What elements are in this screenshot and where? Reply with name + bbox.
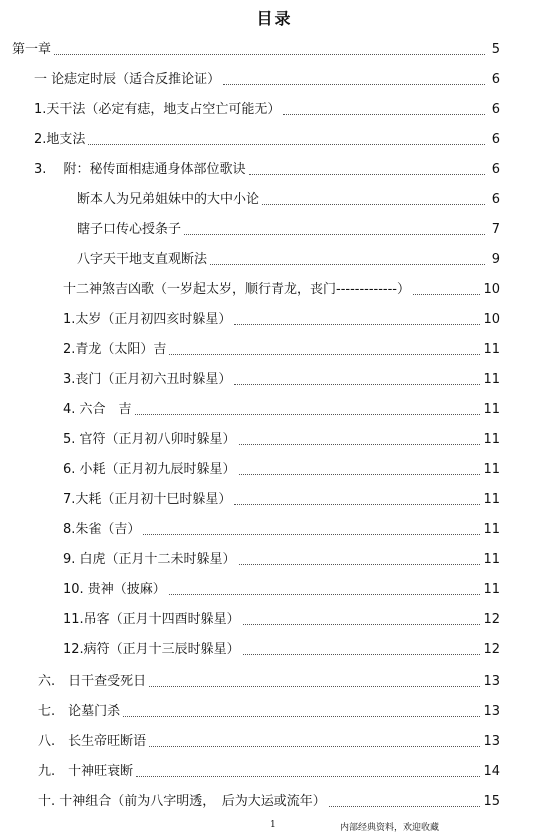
toc-entry-page: 11 <box>483 372 500 387</box>
toc-entry-label: 断本人为兄弟姐妹中的大中小论 <box>77 192 260 207</box>
toc-entry-page: 15 <box>483 794 500 809</box>
toc-entry-page: 10 <box>483 312 500 327</box>
toc-entry-page: 13 <box>483 704 500 719</box>
dot-leader <box>149 685 480 687</box>
toc-entry-label: 12.病符（正月十三辰时躲星） <box>63 642 240 657</box>
toc-entry-page: 11 <box>483 552 500 567</box>
dot-leader <box>239 443 481 445</box>
dot-leader <box>143 533 480 535</box>
toc-entry[interactable] <box>34 72 500 88</box>
toc-entry-page: 7 <box>491 222 500 237</box>
dot-leader <box>262 203 485 205</box>
dot-leader <box>135 413 481 415</box>
toc-entry-page: 6 <box>491 132 500 147</box>
toc-entry-label: 3.丧门（正月初六丑时躲星） <box>63 372 232 387</box>
toc-entry[interactable] <box>38 794 500 810</box>
toc-entry[interactable] <box>12 42 500 58</box>
toc-entry[interactable] <box>38 764 500 780</box>
toc-entry-label: 2.青龙（太阳）吉 <box>63 342 167 357</box>
toc-entry-label: 4. 六合 吉 <box>63 402 132 417</box>
toc-entry-page: 6 <box>491 192 500 207</box>
dot-leader <box>234 383 480 385</box>
dot-leader <box>329 805 481 807</box>
toc-entry-label: 八. 长生帝旺断语 <box>38 734 147 749</box>
dot-leader <box>88 143 485 145</box>
toc-entry[interactable] <box>63 462 500 478</box>
toc-entry-label: 9. 白虎（正月十二未时躲星） <box>63 552 236 567</box>
toc-entry[interactable] <box>63 612 500 628</box>
dot-leader <box>169 353 480 355</box>
dot-leader <box>243 623 481 625</box>
page-title: 目录 <box>256 9 293 28</box>
toc-entry-label: 3. 附：秘传面相痣通身体部位歌诀 <box>34 162 246 177</box>
toc-entry[interactable] <box>63 402 500 418</box>
toc-entry-label: 十二神煞吉凶歌（一岁起太岁，顺行青龙，丧门-------------） <box>63 282 410 297</box>
toc-entry-page: 13 <box>483 734 500 749</box>
toc-entry[interactable] <box>63 522 500 538</box>
dot-leader <box>234 503 480 505</box>
dot-leader <box>239 473 481 475</box>
dot-leader <box>123 715 480 717</box>
toc-entry-page: 10 <box>483 282 500 297</box>
toc-entry-label: 1.太岁（正月初四亥时躲星） <box>63 312 232 327</box>
toc-entry-page: 12 <box>483 642 500 657</box>
toc-entry[interactable] <box>77 192 500 208</box>
toc-entry[interactable] <box>63 432 500 448</box>
dot-leader <box>234 323 480 325</box>
toc-entry[interactable] <box>77 252 500 268</box>
toc-entry-page: 11 <box>483 402 500 417</box>
toc-entry[interactable] <box>63 642 500 658</box>
toc-entry-label: 2.地支法 <box>34 132 86 147</box>
toc-entry-page: 5 <box>491 42 500 57</box>
toc-entry-page: 11 <box>483 582 500 597</box>
toc-entry-label: 七. 论墓门杀 <box>38 704 121 719</box>
toc-entry[interactable] <box>63 282 500 298</box>
toc-entry-page: 6 <box>491 102 500 117</box>
toc-entry-page: 14 <box>483 764 500 779</box>
toc-entry[interactable] <box>63 312 500 328</box>
toc-entry[interactable] <box>34 102 500 118</box>
toc-entry-label: 7.大耗（正月初十巳时躲星） <box>63 492 232 507</box>
toc-entry-label: 第一章 <box>12 42 52 57</box>
toc-entry-label: 5. 官符（正月初八卯时躲星） <box>63 432 236 447</box>
toc-entry[interactable] <box>38 734 500 750</box>
footer-note: 内部经典资料，欢迎收藏 <box>340 823 440 833</box>
dot-leader <box>223 83 485 85</box>
toc-entry-label: 8.朱雀（吉） <box>63 522 141 537</box>
dot-leader <box>243 653 481 655</box>
toc-entry[interactable] <box>34 132 500 148</box>
toc-entry[interactable] <box>38 704 500 720</box>
dot-leader <box>239 563 481 565</box>
toc-entry-label: 十. 十神组合（前为八字明透， 后为大运或流年） <box>38 794 326 809</box>
toc-entry[interactable] <box>63 372 500 388</box>
toc-entry-page: 9 <box>491 252 500 267</box>
toc-entry[interactable] <box>38 674 500 690</box>
toc-entry[interactable] <box>77 222 500 238</box>
toc-entry-page: 6 <box>491 72 500 87</box>
toc-entry-label: 六. 日干查受死日 <box>38 674 147 689</box>
toc-entry-page: 11 <box>483 432 500 447</box>
dot-leader <box>283 113 485 115</box>
dot-leader <box>184 233 485 235</box>
toc-entry-label: 6. 小耗（正月初九辰时躲星） <box>63 462 236 477</box>
dot-leader <box>169 593 481 595</box>
dot-leader <box>149 745 480 747</box>
toc-entry-label: 八字天干地支直观断法 <box>77 252 208 267</box>
toc-entry[interactable] <box>63 492 500 508</box>
toc-entry-label: 一 论痣定时辰（适合反推论证） <box>34 72 221 87</box>
dot-leader <box>210 263 485 265</box>
toc-entry-label: 1.天干法（必定有痣，地支占空亡可能无） <box>34 102 281 117</box>
toc-entry-page: 11 <box>483 522 500 537</box>
toc-entry-page: 11 <box>483 342 500 357</box>
toc-entry[interactable] <box>34 162 500 178</box>
toc-entry-page: 11 <box>483 462 500 477</box>
toc-entry-page: 13 <box>483 674 500 689</box>
page-number: 1 <box>270 820 276 830</box>
toc-entry-label: 瞎子口传心授条子 <box>77 222 182 237</box>
dot-leader <box>136 775 480 777</box>
toc-entry-page: 12 <box>483 612 500 627</box>
toc-entry-page: 11 <box>483 492 500 507</box>
toc-entry[interactable] <box>63 552 500 568</box>
dot-leader <box>249 173 485 175</box>
toc-entry[interactable] <box>63 342 500 358</box>
toc-entry-label: 九. 十神旺衰断 <box>38 764 134 779</box>
toc-entry-page: 6 <box>491 162 500 177</box>
toc-entry-label: 11.吊客（正月十四酉时躲星） <box>63 612 240 627</box>
dot-leader <box>54 53 485 55</box>
toc-entry[interactable] <box>63 582 500 598</box>
toc-entry-label: 10. 贵神（披麻） <box>63 582 166 597</box>
dot-leader <box>413 293 480 295</box>
